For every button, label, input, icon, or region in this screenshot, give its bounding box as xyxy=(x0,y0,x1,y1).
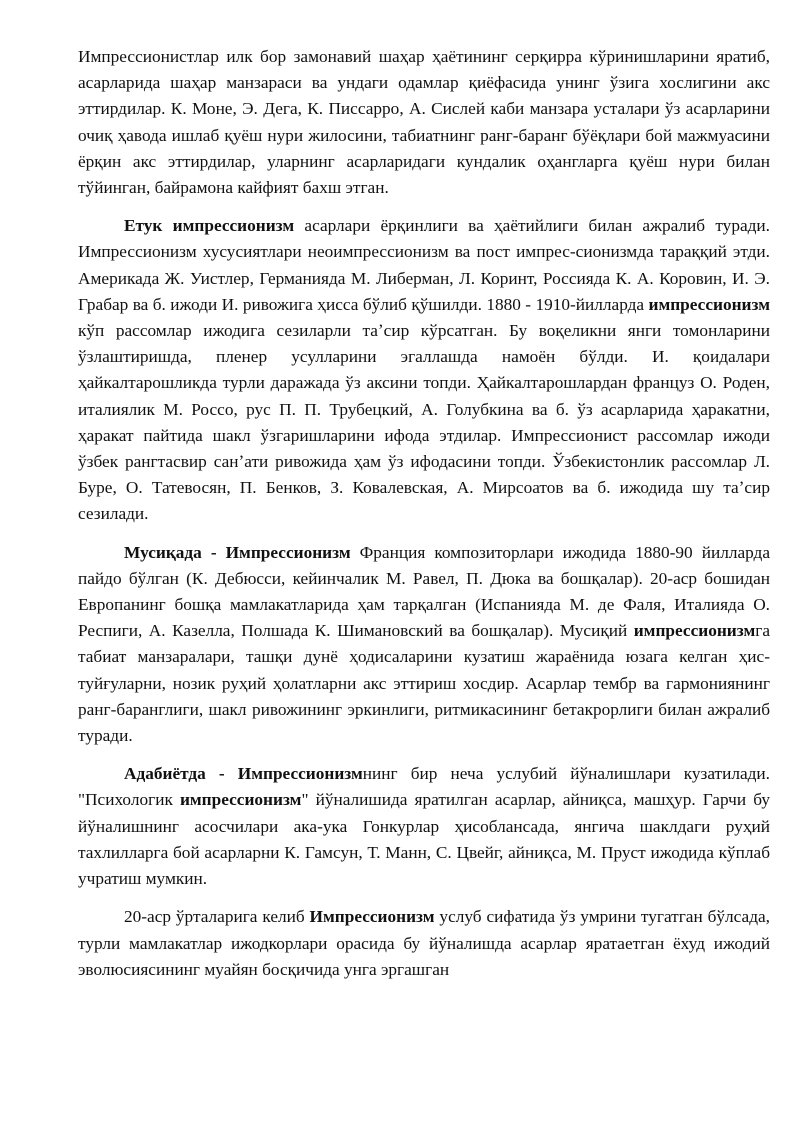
paragraph-3-text-b: га табиат манзаралари, ташқи дунё ҳодисаларини кузатиш жараёнида юзага келган ҳис-туйғуларни, нозик руҳий ҳолатларни акс эттириш хосдир. Асарлар тембр ва гармониянинг ранг-баранглиги, шакл ривожининг эркинлиги, ритмикасининг бетакрорлиги билан ажралиб туради. xyxy=(78,621,770,746)
paragraph-3 xyxy=(78,540,770,750)
paragraph-3-text-a: Франция композиторлари ижодида 1880-90 йилларда пайдо бўлган (К. Дебюсси, кейинчалик М. Равел, П. Дюка ва бошқалар). 20-аср бошидан Европанинг бошқа мамлакатларида ҳам тарқалган (Испанияда М. де Фаля, Италияда О. Респиги, А. Казелла, Полшада К. Шимановский ва бошқалар). Мусиқий xyxy=(78,542,770,641)
paragraph-2-text-a: асарлари ёрқинлиги ва ҳаётийлиги билан ажралиб туради. Импрессионизм хусусиятлари неоимпрессионизм ва пост импрес-сионизмда тараққий этди. Америкада Ж. Уистлер, Германияда М. Либерман, Л. Коринт, Россияда К. А. Коровин, И. Э. Грабар ва б. ижоди И. ривожига ҳисса бўлиб қўшилди. 1880 - 1910-йилларда xyxy=(78,216,770,314)
paragraph-4-text-b: " йўналишида яратилган асарлар, айниқса, машҳур. Гарчи бу йўналишнинг асосчилари ака-ука Гонкурлар ҳисоблансада, янгича шаклдаги руҳий тахлилларга бой асарларни К. Гамсун, Т. Манн, С. Цвейг, айниқса, М. Пруст ижодида кўплаб учратиш мумкин. xyxy=(78,790,770,889)
paragraph-2-term: импрессионизм xyxy=(648,294,770,314)
paragraph-2-heading: Етук импрессионизм xyxy=(124,216,295,236)
paragraph-4 xyxy=(78,761,770,892)
paragraph-2-text-b: кўп рассомлар ижодига сезиларли таʼсир кўрсатган. Бу воқеликни янги томонларини ўзлаштиришда, пленер усулларини эгаллашда намоён бўлди. И. қоидалари ҳайкалтарошликда турли даражада ўз аксини топди. Ҳайкалтарошлардан француз О. Роден, италиялик М. Россо, рус П. П. Трубецкий, А. Голубкина ва б. ўз асарларида ҳаракатни, ҳаракат пайтида шакл ўзгаришларини ифода этдилар. Импрессионист рассомлар ижоди ўзбек рангтасвир санʼати ривожида ҳам ўз ифодасини топди. Ўзбекистонлик рассомлар Л. Буре, О. Татевосян, П. Бенков, З. Ковалевская, А. Мирсоатов ва б. ижодида шу таʼсир сезилади. xyxy=(78,321,770,524)
paragraph-4-term: импрессионизм xyxy=(179,790,302,810)
paragraph-1 xyxy=(78,44,770,201)
paragraph-2 xyxy=(78,213,770,527)
paragraph-1-text: Импрессионистлар илк бор замонавий шаҳар ҳаётининг серқирра кўринишларини яратиб, асарларида шаҳар манзараси ва ундаги одамлар қиёфасида унинг ўзига хослигини акс эттирдилар. К. Моне, Э. Дега, К. Писсарро, А. Сислей каби манзара усталари ўз асарларини очиқ ҳавода ишлаб қуёш нури жилосини, табиатнинг ранг-баранг бўёқлари бой мажмуасини ёрқин акс эттирдилар, уларнинг асарларидаги кундалик оҳангларга қуёш нури билан тўйинган, байрамона кайфият бахш этган. xyxy=(78,47,770,198)
paragraph-5 xyxy=(78,904,770,983)
paragraph-5-term: Импрессионизм xyxy=(309,907,435,927)
paragraph-5-text-a: 20-аср ўрталарига келиб xyxy=(124,907,310,927)
document-page xyxy=(78,44,770,995)
paragraph-3-term: импрессионизм xyxy=(633,621,756,641)
paragraph-3-heading: Мусиқада - Импрессионизм xyxy=(124,542,351,562)
paragraph-4-text-a: нинг бир неча услубий йўналишлари кузатилади. "Психологик xyxy=(78,764,771,810)
paragraph-5-text-b: услуб сифатида ўз умрини тугатган бўлсада, турли мамлакатлар ижодкорлари орасида бу йўналишда асарлар яратаетган ёхуд ижодий эволюсиясининг муайян босқичида унга эргашган xyxy=(78,907,771,979)
paragraph-4-heading: Адабиётда - Импрессионизм xyxy=(124,764,363,784)
